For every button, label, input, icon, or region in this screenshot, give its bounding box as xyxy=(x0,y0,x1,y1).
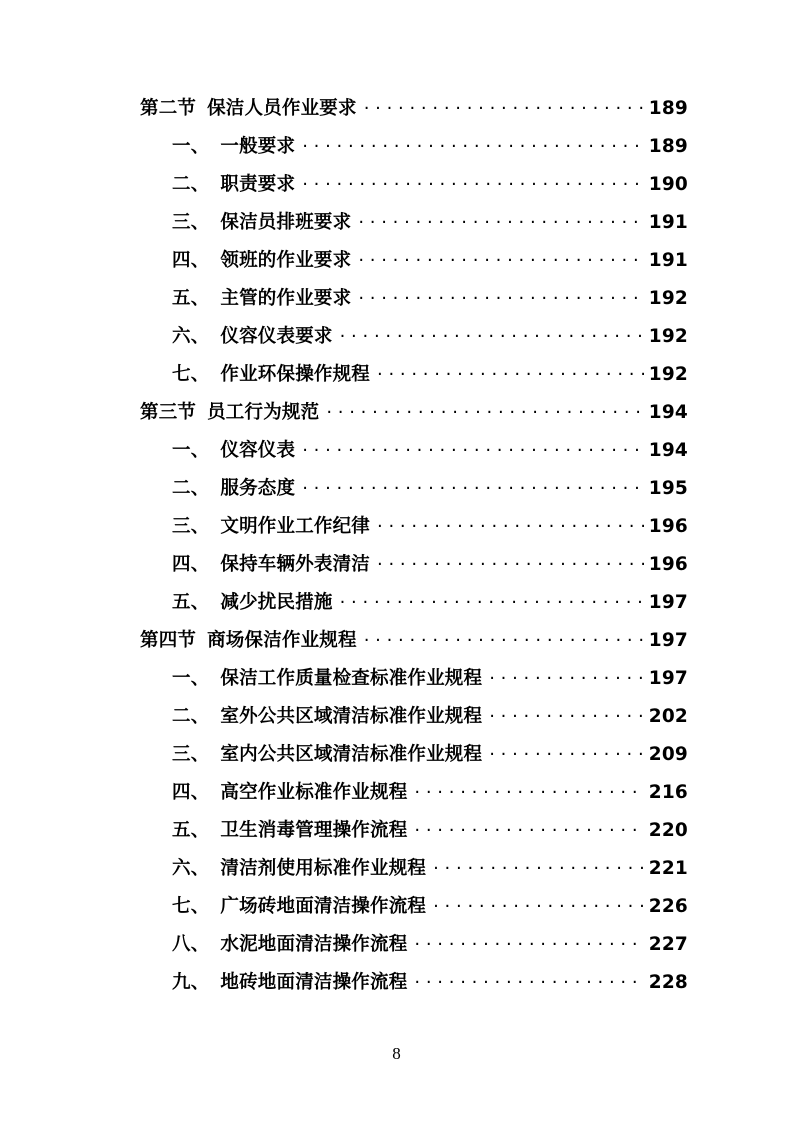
toc-leader-dots xyxy=(433,893,644,912)
toc-entry-title: 仪容仪表要求 xyxy=(220,325,333,347)
toc-entry[interactable] xyxy=(140,893,688,931)
toc-entry-label: 三、 xyxy=(172,211,210,233)
toc-entry[interactable] xyxy=(140,209,688,247)
toc-entry[interactable] xyxy=(140,551,688,589)
toc-entry-title: 室外公共区域清洁标准作业规程 xyxy=(220,705,483,727)
toc-leader-dots xyxy=(489,703,644,722)
toc-entry-title: 广场砖地面清洁操作流程 xyxy=(220,895,427,917)
toc-entry-label: 六、 xyxy=(172,325,210,347)
toc-entry[interactable] xyxy=(140,95,688,133)
toc-entry-label: 一、 xyxy=(172,135,210,157)
toc-entry[interactable] xyxy=(140,513,688,551)
toc-entry-page: 226 xyxy=(648,895,688,917)
toc-entry-label: 二、 xyxy=(172,705,210,727)
toc-entry-title: 保洁员排班要求 xyxy=(220,211,352,233)
toc-leader-dots xyxy=(377,551,644,570)
toc-leader-dots xyxy=(414,931,643,950)
toc-entry[interactable] xyxy=(140,855,688,893)
toc-entry-title: 清洁剂使用标准作业规程 xyxy=(220,857,427,879)
toc-entry-label: 五、 xyxy=(172,819,210,841)
toc-entry-label: 三、 xyxy=(172,515,210,537)
toc-entry[interactable] xyxy=(140,931,688,969)
toc-entry[interactable] xyxy=(140,779,688,817)
toc-entry-title: 保洁人员作业要求 xyxy=(207,97,357,119)
toc-leader-dots xyxy=(377,361,644,380)
toc-entry-label: 二、 xyxy=(172,477,210,499)
toc-entry-page: 221 xyxy=(648,857,688,879)
toc-leader-dots xyxy=(302,133,644,152)
toc-entry-title: 卫生消毒管理操作流程 xyxy=(220,819,408,841)
toc-entry-label: 七、 xyxy=(172,895,210,917)
toc-leader-dots xyxy=(340,589,644,608)
toc-leader-dots xyxy=(358,285,643,304)
toc-entry[interactable] xyxy=(140,361,688,399)
toc-entry[interactable] xyxy=(140,323,688,361)
toc-entry-page: 197 xyxy=(648,629,688,651)
toc-entry[interactable] xyxy=(140,627,688,665)
toc-entry-title: 员工行为规范 xyxy=(207,401,320,423)
toc-entry-title: 职责要求 xyxy=(220,173,296,195)
toc-entry[interactable] xyxy=(140,741,688,779)
toc-entry-label: 五、 xyxy=(172,591,210,613)
toc-entry-page: 197 xyxy=(648,667,688,689)
toc-leader-dots xyxy=(489,665,644,684)
toc-entry-page: 227 xyxy=(648,933,688,955)
toc-leader-dots xyxy=(364,627,644,646)
toc-entry-title: 文明作业工作纪律 xyxy=(220,515,371,537)
toc-entry-page: 216 xyxy=(648,781,688,803)
toc-entry-page: 189 xyxy=(648,97,688,119)
toc-entry-page: 220 xyxy=(648,819,688,841)
toc-entry[interactable] xyxy=(140,399,688,437)
toc-entry-label: 第三节 xyxy=(140,401,197,423)
toc-leader-dots xyxy=(302,171,644,190)
toc-entry-page: 194 xyxy=(648,401,688,423)
toc-entry-title: 领班的作业要求 xyxy=(220,249,352,271)
toc-entry[interactable] xyxy=(140,817,688,855)
toc-leader-dots xyxy=(414,817,643,836)
toc-leader-dots xyxy=(489,741,644,760)
toc-entry-page: 195 xyxy=(648,477,688,499)
toc-leader-dots xyxy=(414,969,643,988)
toc-entry-page: 192 xyxy=(648,363,688,385)
toc-leader-dots xyxy=(433,855,644,874)
toc-entry-page: 192 xyxy=(648,325,688,347)
toc-entry-title: 保洁工作质量检查标准作业规程 xyxy=(220,667,483,689)
toc-entry-label: 六、 xyxy=(172,857,210,879)
toc-entry-page: 228 xyxy=(648,971,688,993)
toc-leader-dots xyxy=(326,399,643,418)
toc-leader-dots xyxy=(414,779,643,798)
toc-entry-title: 室内公共区域清洁标准作业规程 xyxy=(220,743,483,765)
toc-leader-dots xyxy=(364,95,644,114)
toc-entry-title: 一般要求 xyxy=(220,135,296,157)
toc-entry-page: 192 xyxy=(648,287,688,309)
toc-entry-title: 地砖地面清洁操作流程 xyxy=(220,971,408,993)
toc-entry-label: 七、 xyxy=(172,363,210,385)
toc-entry-label: 二、 xyxy=(172,173,210,195)
toc-entry-page: 189 xyxy=(648,135,688,157)
toc-entry-label: 三、 xyxy=(172,743,210,765)
toc-entry[interactable] xyxy=(140,475,688,513)
toc-entry-page: 209 xyxy=(648,743,688,765)
toc-entry-page: 191 xyxy=(648,249,688,271)
toc-entry-title: 高空作业标准作业规程 xyxy=(220,781,408,803)
toc-entry-page: 194 xyxy=(648,439,688,461)
toc-entry-label: 四、 xyxy=(172,249,210,271)
toc-entry[interactable] xyxy=(140,969,688,1007)
toc-entry-page: 191 xyxy=(648,211,688,233)
toc-entry[interactable] xyxy=(140,247,688,285)
toc-entry[interactable] xyxy=(140,437,688,475)
toc-entry-label: 四、 xyxy=(172,781,210,803)
toc-leader-dots xyxy=(377,513,644,532)
toc-entry-title: 商场保洁作业规程 xyxy=(207,629,357,651)
toc-entry-title: 主管的作业要求 xyxy=(220,287,352,309)
toc-entry[interactable] xyxy=(140,171,688,209)
toc-entry-label: 一、 xyxy=(172,439,210,461)
toc-entry-page: 196 xyxy=(648,553,688,575)
toc-entry-page: 202 xyxy=(648,705,688,727)
toc-entry-title: 仪容仪表 xyxy=(220,439,296,461)
toc-entry[interactable] xyxy=(140,589,688,627)
page-number: 8 xyxy=(392,1044,401,1063)
toc-entry-label: 一、 xyxy=(172,667,210,689)
toc-entry-title: 保持车辆外表清洁 xyxy=(220,553,371,575)
toc-entry-label: 九、 xyxy=(172,971,210,993)
toc-leader-dots xyxy=(302,475,644,494)
table-of-contents xyxy=(140,95,688,1007)
toc-entry[interactable] xyxy=(140,665,688,703)
toc-entry-page: 197 xyxy=(648,591,688,613)
toc-entry-title: 减少扰民措施 xyxy=(220,591,333,613)
toc-entry[interactable] xyxy=(140,285,688,323)
toc-entry-label: 八、 xyxy=(172,933,210,955)
toc-leader-dots xyxy=(358,247,643,266)
toc-leader-dots xyxy=(358,209,643,228)
toc-entry-label: 四、 xyxy=(172,553,210,575)
toc-entry[interactable] xyxy=(140,133,688,171)
toc-entry-label: 五、 xyxy=(172,287,210,309)
toc-leader-dots xyxy=(340,323,644,342)
toc-leader-dots xyxy=(302,437,644,456)
toc-entry[interactable] xyxy=(140,703,688,741)
toc-entry-page: 190 xyxy=(648,173,688,195)
toc-entry-page: 196 xyxy=(648,515,688,537)
toc-entry-label: 第四节 xyxy=(140,629,197,651)
toc-entry-title: 服务态度 xyxy=(220,477,296,499)
toc-entry-title: 作业环保操作规程 xyxy=(220,363,371,385)
toc-entry-label: 第二节 xyxy=(140,97,197,119)
toc-entry-title: 水泥地面清洁操作流程 xyxy=(220,933,408,955)
